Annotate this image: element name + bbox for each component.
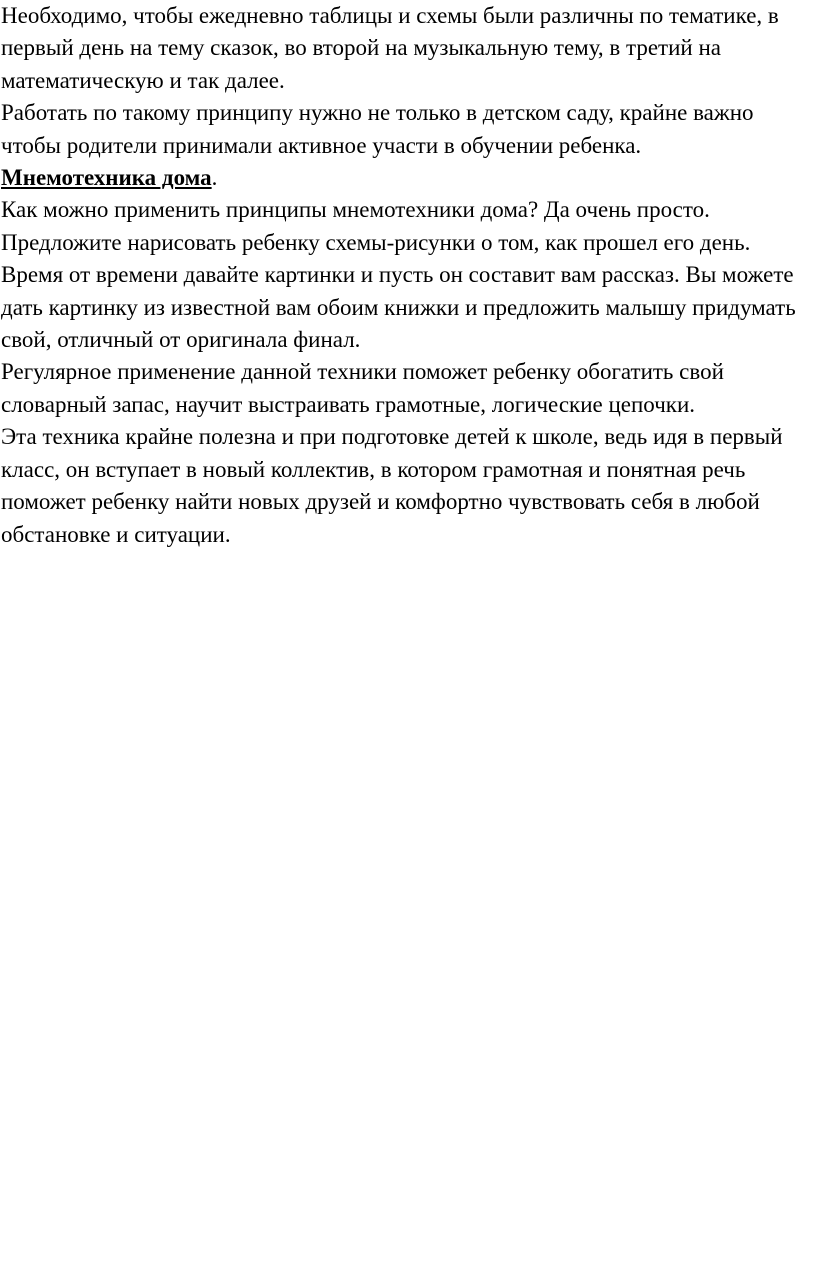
paragraph-regular-use: Регулярное применение данной техники поможет ребенку обогатить свой словарный запас, научит выстраивать грамотные, логические цепочки. <box>1 359 724 417</box>
paragraph-themes: Необходимо, чтобы ежедневно таблицы и схемы были различны по тематике, в первый день на тему сказок, во второй на музыкальную тему, в третий на математическую и так далее. <box>1 3 779 93</box>
paragraph-school-prep: Эта техника крайне полезна и при подготовке детей к школе, ведь идя в первый класс, он вступает в новый коллектив, в котором грамотная и понятная речь поможет ребенку найти новых друзей и комфортно чувствовать себя в любой обстановке и ситуации. <box>1 424 783 547</box>
section-heading <box>1 162 813 194</box>
section-heading-text: Мнемотехника дома <box>1 165 212 191</box>
paragraph-parents: Работать по такому принципу нужно не только в детском саду, крайне важно чтобы родители принимали активное участи в обучении ребенка. <box>1 100 754 158</box>
section-heading-suffix: . <box>211 165 218 191</box>
document-body <box>1 0 813 551</box>
paragraph-home-usage: Как можно применить принципы мнемотехники дома? Да очень просто. Предложите нарисовать ребенку схемы-рисунки о том, как прошел его день. Время от времени давайте картинки и пусть он составит вам рассказ. Вы можете дать картинку из известной вам обоим книжки и предложить малышу придумать свой, отличный от оригинала финал. <box>1 197 796 353</box>
